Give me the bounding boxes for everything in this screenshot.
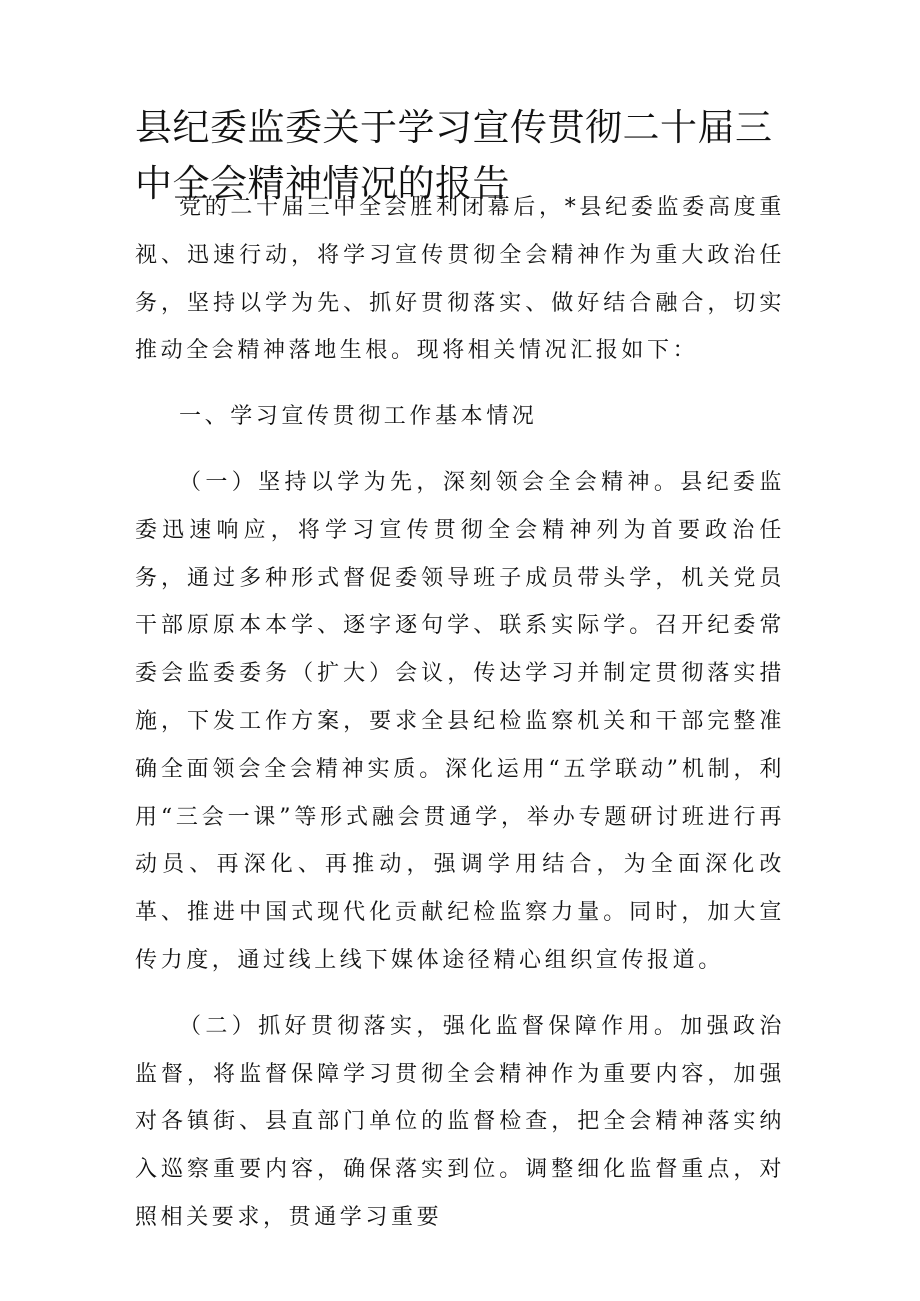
document-body [135,184,785,1242]
paragraph-spacer [135,441,785,459]
paragraph-spacer [135,375,785,393]
body-paragraph-2: （二）抓好贯彻落实，强化监督保障作用。加强政治监督，将监督保障学习贯彻全会精神作为重要内容，加强对各镇街、县直部门单位的监督检查，把全会精神落实纳入巡察重要内容，确保落实到位。调整细化监督重点，对照相关要求，贯通学习重要 [135,1013,785,1230]
body-paragraph-1: （一）坚持以学为先，深刻领会全会精神。县纪委监委迅速响应，将学习宣传贯彻全会精神列为首要政治任务，通过多种形式督促委领导班子成员带头学，机关党员干部原原本本学、逐字逐句学、联系实际学。召开纪委常委会监委委务（扩大）会议，传达学习并制定贯彻落实措施，下发工作方案，要求全县纪检监察机关和干部完整准确全面领会全会精神实质。深化运用“五学联动”机制，利用“三会一课”等形式融会贯通学，举办专题研讨班进行再动员、再深化、再推动，强调学用结合，为全面深化改革、推进中国式现代化贡献纪检监察力量。同时，加大宣传力度，通过线上线下媒体途径精心组织宣传报道。 [135,469,785,973]
document-title: 县纪委监委关于学习宣传贯彻二十届三中全会精神情况的报告 [135,106,773,205]
intro-paragraph: 党的二十届三中全会胜利闭幕后，*县纪委监委高度重视、迅速行动，将学习宣传贯彻全会精神作为重大政治任务，坚持以学为先、抓好贯彻落实、做好结合融合，切实推动全会精神落地生根。现将相关情况汇报如下： [135,195,785,364]
paragraph-spacer [135,985,785,1003]
section-heading: 一、学习宣传贯彻工作基本情况 [179,404,538,430]
